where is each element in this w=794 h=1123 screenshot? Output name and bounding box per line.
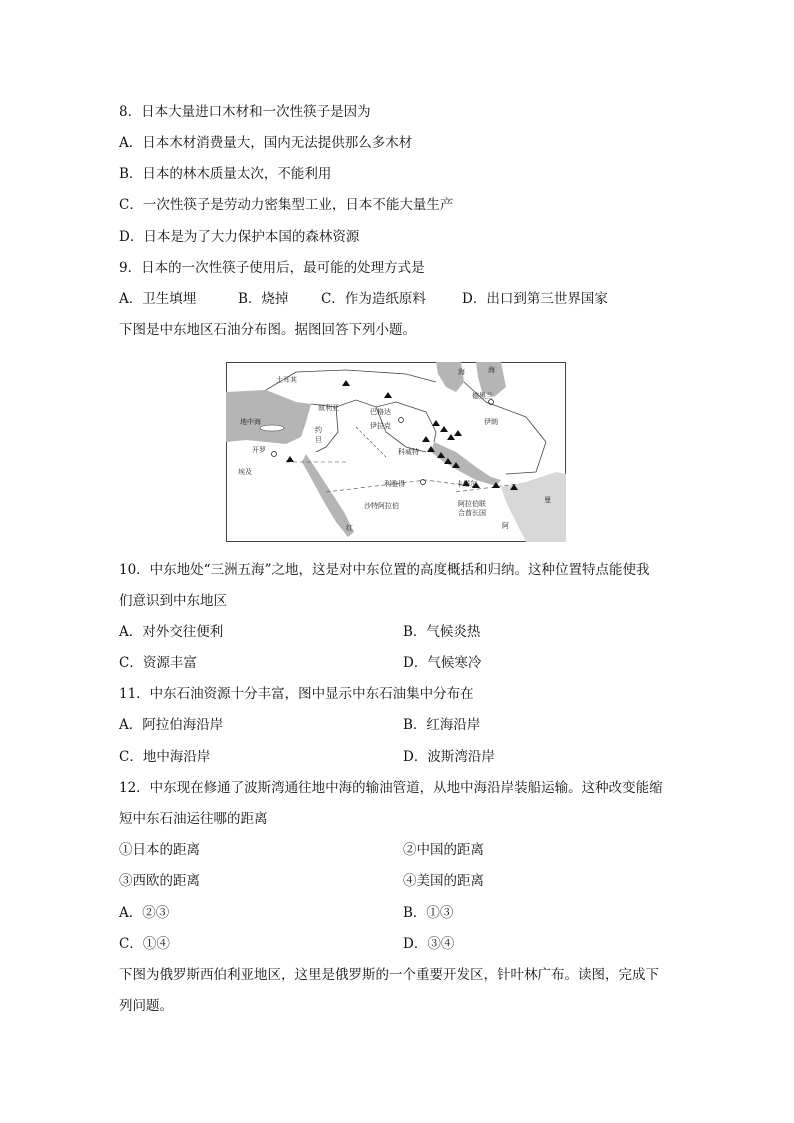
map-label-egypt: 埃及 bbox=[238, 468, 252, 476]
map1-intro: 下图是中东地区石油分布图。据图回答下列小题。 bbox=[119, 322, 416, 338]
map-label-jordan-2: 旦 bbox=[315, 436, 322, 444]
q8-stem: 8．日本大量进口木材和一次性筷子是因为 bbox=[119, 104, 371, 120]
q11-stem: 11．中东石油资源十分丰富，图中显示中东石油集中分布在 bbox=[119, 686, 474, 702]
map2-intro-line-2: 列问题。 bbox=[119, 998, 173, 1014]
q10-option-b: B．气候炎热 bbox=[403, 624, 481, 640]
q10-option-a: A．对外交往便利 bbox=[119, 624, 224, 640]
map-label-uae: 阿拉伯联 bbox=[458, 500, 486, 508]
q12-option-c: C．①④ bbox=[119, 936, 170, 952]
map-label-turkey: 土耳其 bbox=[276, 376, 297, 384]
q12-stem-line-2: 短中东石油运往哪的距离 bbox=[119, 811, 268, 827]
map-label-baghdad: 巴格达 bbox=[370, 408, 391, 416]
map-label-syria: 叙利亚 bbox=[318, 404, 339, 412]
q9-stem: 9．日本的一次性筷子使用后，最可能的处理方式是 bbox=[119, 260, 425, 276]
map-label-red-sea: 红 bbox=[346, 524, 353, 532]
map-label-iraq: 伊拉克 bbox=[370, 422, 391, 430]
map-label-uae-2: 合酋长国 bbox=[458, 509, 486, 517]
q10-stem-line-1: 10．中东地处“三洲五海”之地，这是对中东位置的高度概括和归纳。这种位置特点能使我 bbox=[119, 562, 650, 578]
q12-item-3: ③西欧的距离 bbox=[119, 873, 200, 889]
map-label-oman: 阿 bbox=[502, 522, 509, 530]
q11-option-a: A．阿拉伯海沿岸 bbox=[119, 717, 224, 733]
map-label-oman-2: 曼 bbox=[544, 496, 551, 504]
q12-stem-line-1: 12．中东现在修通了波斯湾通往地中海的输油管道，从地中海沿岸装船运输。这种改变能缩 bbox=[119, 780, 663, 796]
q11-option-d: D．波斯湾沿岸 bbox=[403, 749, 495, 765]
map-label-kuwait: 科威特 bbox=[398, 448, 419, 456]
q8-option-c: C．一次性筷子是劳动力密集型工业，日本不能大量生产 bbox=[119, 197, 454, 213]
q9-option-c: C．作为造纸原料 bbox=[321, 291, 426, 307]
q12-option-a: A．②③ bbox=[119, 905, 170, 921]
q12-option-b: B．①③ bbox=[403, 905, 454, 921]
map-label-tehran: 德黑兰 bbox=[472, 392, 493, 400]
q12-item-4: ④美国的距离 bbox=[403, 873, 484, 889]
q10-option-d: D．气候寒冷 bbox=[403, 655, 482, 671]
q9-option-b: B．烧掉 bbox=[238, 291, 289, 307]
map-label-saudi: 沙特阿拉伯 bbox=[364, 502, 399, 510]
map-label-qatar: 卡塔尔 bbox=[456, 480, 477, 488]
q9-option-d: D．出口到第三世界国家 bbox=[462, 291, 608, 307]
map-label-iran: 伊朗 bbox=[484, 418, 498, 426]
map-label-cairo: 开罗 bbox=[252, 446, 266, 454]
q11-option-b: B．红海沿岸 bbox=[403, 717, 481, 733]
q8-option-b: B．日本的林木质量太次，不能利用 bbox=[119, 166, 332, 182]
q9-option-a: A．卫生填埋 bbox=[119, 291, 197, 307]
q11-option-c: C．地中海沿岸 bbox=[119, 749, 211, 765]
map-label-black-sea: 海 bbox=[458, 368, 465, 376]
q8-option-d: D．日本是为了大力保护本国的森林资源 bbox=[119, 229, 360, 245]
q12-item-1: ①日本的距离 bbox=[119, 842, 200, 858]
map-label-jordan: 约 bbox=[315, 426, 322, 434]
middle-east-oil-map bbox=[226, 362, 566, 542]
map-label-mediterranean: 地中海 bbox=[240, 418, 261, 426]
map-label-riyadh: 利雅得 bbox=[384, 480, 405, 488]
map2-intro-line-1: 下图为俄罗斯西伯利亚地区，这里是俄罗斯的一个重要开发区，针叶林广布。读图，完成下 bbox=[119, 967, 659, 983]
q12-option-d: D．③④ bbox=[403, 936, 455, 952]
map-label-caspian: 海 bbox=[488, 366, 495, 374]
q8-option-a: A．日本木材消费量大，国内无法提供那么多木材 bbox=[119, 135, 413, 151]
q10-option-c: C．资源丰富 bbox=[119, 655, 197, 671]
q12-item-2: ②中国的距离 bbox=[403, 842, 484, 858]
q10-stem-line-2: 们意识到中东地区 bbox=[119, 593, 227, 609]
